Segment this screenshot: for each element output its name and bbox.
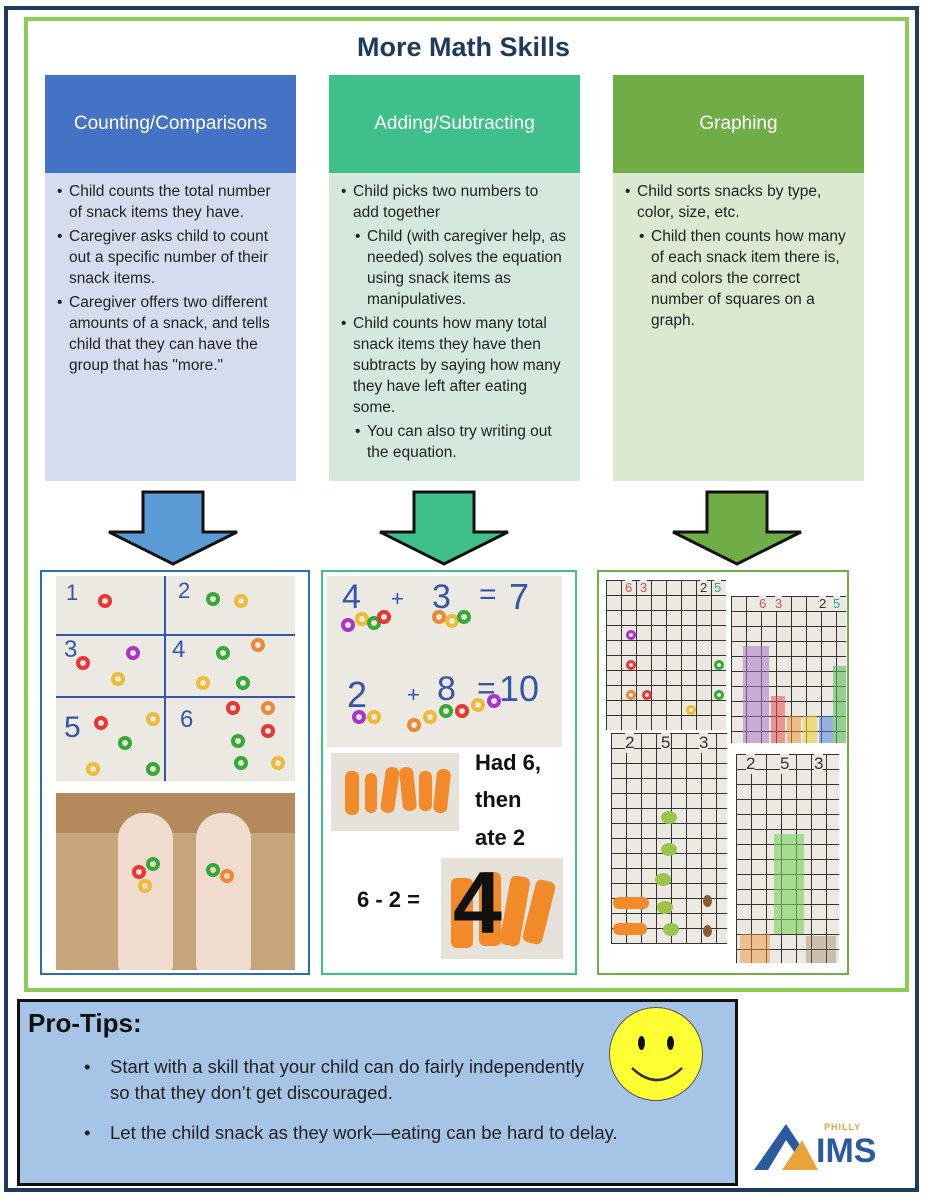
grid-number: 3	[64, 636, 78, 663]
page-title: More Math Skills	[356, 32, 571, 62]
had-line-2: then	[475, 787, 522, 812]
eq-token: =	[477, 670, 496, 706]
hands-photo	[56, 793, 295, 970]
result-number: 4	[453, 858, 502, 952]
bullet: • Child picks two numbers to add together	[353, 181, 566, 223]
sub-bullet: • Child (with caregiver help, as needed) solves the equation using snack items as manipulatives.	[367, 226, 566, 310]
eq-token: =	[479, 578, 497, 611]
had-line-1: Had 6,	[475, 750, 542, 775]
grid-number: 2	[178, 578, 191, 603]
smiley-face-icon	[609, 1007, 703, 1101]
eq-token: +	[391, 586, 404, 611]
grid-number: 4	[172, 636, 186, 663]
graph-header: 2	[625, 733, 635, 752]
tip-text: Start with a skill that your child can do fairly independently so that they don’t get discouraged.	[110, 1056, 585, 1103]
tip-item	[84, 1054, 600, 1106]
graph-header: 3	[640, 580, 648, 595]
tip-text: Let the child snack as they work—eating can be hard to delay.	[110, 1122, 618, 1143]
column-header-adding	[329, 75, 580, 173]
eq-token: 7	[509, 576, 530, 617]
down-arrow-icon	[376, 490, 512, 566]
eq-token: 8	[437, 670, 456, 708]
sub-bullet: • Child then counts how many of each snack item there is, and colors the correct number of squares on a graph.	[651, 226, 850, 331]
graph-header: 5	[661, 733, 671, 752]
eq-token: 10	[499, 668, 540, 709]
bullet: • Child counts how many total snack items they have then subtracts by saying how many they have left after eating some.	[353, 313, 566, 418]
column-body-counting	[45, 173, 296, 481]
eq-token: +	[407, 682, 420, 707]
column-body-graphing	[613, 173, 864, 481]
bullet-icon: •	[84, 1056, 91, 1077]
graph-header: 6	[759, 596, 767, 611]
graph-header: 5	[714, 580, 722, 595]
graph-photo-1	[606, 580, 726, 730]
graph-header: 5	[780, 754, 790, 773]
eq-token: 3	[432, 578, 451, 616]
graph-photo-4	[736, 754, 839, 963]
graph-header: 3	[775, 596, 783, 611]
grid-number: 5	[64, 711, 81, 744]
had-line-3: ate 2	[475, 825, 526, 850]
column-body-adding	[329, 173, 580, 481]
graph-header: 2	[700, 580, 708, 595]
graph-header: 2	[819, 596, 827, 611]
down-arrow-icon	[105, 490, 241, 566]
logo-main-text: IMS	[816, 1132, 877, 1170]
bullet: • Caregiver asks child to count out a specific number of their snack items.	[69, 226, 282, 289]
column-header-label: Graphing	[699, 113, 778, 134]
grid-number: 1	[66, 580, 79, 605]
logo-small-text: PHILLY	[824, 1122, 862, 1132]
subtraction-equation: 6 - 2 =	[357, 887, 420, 912]
tip-item	[84, 1120, 720, 1146]
graph-header: 3	[814, 754, 824, 773]
philly-ims-logo	[752, 1118, 902, 1178]
bullet: • Child counts the total number of snack items they have.	[69, 181, 282, 223]
column-header-label: Counting/Comparisons	[73, 113, 268, 134]
sub-bullet: • You can also try writing out the equation.	[367, 421, 566, 463]
bullet: • Child sorts snacks by type, color, size, etc.	[637, 181, 850, 223]
column-header-graphing	[613, 75, 864, 173]
column-header-counting	[45, 75, 296, 173]
graph-header: 3	[699, 733, 709, 752]
graph-header: 2	[746, 754, 756, 773]
column-header-label: Adding/Subtracting	[374, 113, 535, 134]
cereal-grid-photo	[56, 576, 295, 781]
bullet-icon: •	[84, 1122, 91, 1143]
result-photo	[441, 858, 563, 959]
eq-token: 2	[347, 674, 368, 715]
eq-token: 4	[342, 578, 361, 616]
graph-header: 6	[625, 580, 633, 595]
addition-photo	[327, 576, 562, 747]
pro-tips-title: Pro-Tips:	[28, 1008, 142, 1038]
bullet: • Caregiver offers two different amounts of a snack, and tells child that they can have the group that has "more."	[69, 292, 282, 376]
graph-header: 5	[833, 596, 841, 611]
grid-number: 6	[180, 706, 194, 733]
down-arrow-icon	[669, 490, 805, 566]
graph-photo-2	[731, 596, 846, 743]
carrots-photo	[331, 753, 459, 831]
graph-photo-3	[611, 733, 727, 944]
